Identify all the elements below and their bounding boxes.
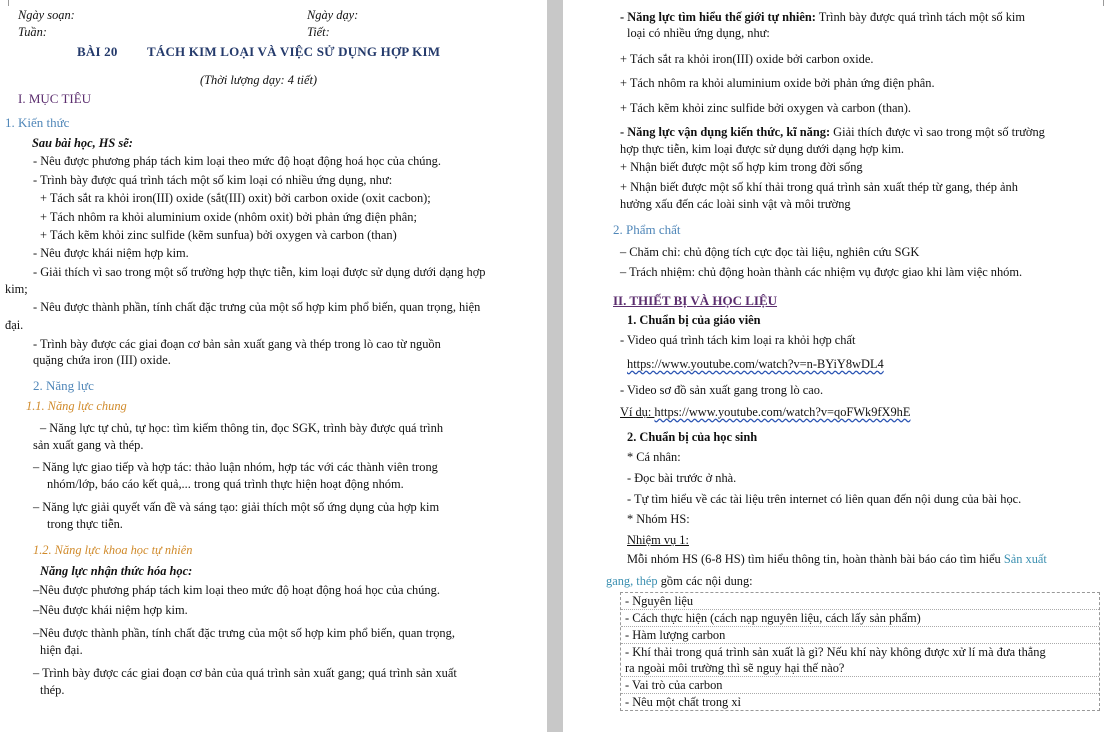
task-topic: gang, thép <box>606 574 658 588</box>
report-content-table <box>620 592 1100 711</box>
task-description <box>627 552 1047 567</box>
nhom-label: * Nhóm HS: <box>627 512 690 526</box>
sau-bai-hoc: Sau bài học, HS sẽ: <box>32 136 133 150</box>
task-description-cont <box>606 574 753 589</box>
quality-line: – Trách nhiệm: chủ động hoàn thành các nhiệm vụ được giao khi làm việc nhóm. <box>620 265 1023 279</box>
knowledge-line: –Nêu được phương pháp tách kim loại theo mức độ hoạt động hoá học của chúng. <box>33 583 440 597</box>
knowledge-line: –Nêu được thành phần, tính chất đặc trưng của một số hợp kim phổ biến, quan trọng, <box>33 626 455 640</box>
student-task: - Đọc bài trước ở nhà. <box>627 471 737 485</box>
nl-van-dung-text: Giải thích được vì sao trong một số trường <box>830 125 1045 139</box>
example-label: Ví dụ: <box>620 405 655 419</box>
objective-line: quặng chứa iron (III) oxide. <box>33 353 171 367</box>
recognize-line: hưởng xấu đến các loài sinh vật và môi trường <box>620 197 851 211</box>
nl-tim-hieu-cont: loại có nhiều ứng dụng, như: <box>627 26 770 40</box>
heading-cb-hs: 2. Chuẩn bị của học sinh <box>627 430 758 444</box>
nl-tim-hieu <box>620 10 1025 25</box>
nl-van-dung <box>620 125 1045 140</box>
knowledge-line: –Nêu được khái niệm hợp kim. <box>33 603 188 617</box>
task-text: gồm các nội dung: <box>657 574 753 588</box>
tiet-label: Tiết: <box>307 25 330 39</box>
heading-kien-thuc: 1. Kiến thức <box>5 115 70 130</box>
ngay-soan-label: Ngày soạn: <box>18 8 75 22</box>
heading-nl-nhan-thuc: Năng lực nhận thức hóa học: <box>40 564 193 578</box>
video-line: - Video quá trình tách kim loại ra khỏi hợp chất <box>620 333 856 347</box>
table-row: - Nêu một chất trong xỉ <box>625 695 741 709</box>
table-row: - Hàm lượng carbon <box>621 627 1099 644</box>
objective-line: - Nêu được phương pháp tách kim loại theo mức độ hoạt động hoá học của chúng. <box>33 154 441 168</box>
knowledge-line: hiện đại. <box>40 643 83 657</box>
recognize-line: + Nhận biết được một số khí thải trong quá trình sản xuất thép từ gang, thép ảnh <box>620 180 1018 194</box>
objective-line: + Tách sắt ra khỏi iron(III) oxide (sắt(III) oxit) bởi carbon oxide (oxit cacbon); <box>40 191 431 205</box>
task-text: Mỗi nhóm HS (6-8 HS) tìm hiểu thông tin, hoàn thành bài báo cáo tìm hiểu <box>627 552 1004 566</box>
objective-line: + Tách kẽm khỏi zinc sulfide (kẽm sunfua) bởi oxygen và carbon (than) <box>40 228 397 242</box>
objective-line: - Trình bày được các giai đoạn cơ bản sản xuất gang và thép trong lò cao từ nguồn <box>33 337 441 351</box>
ca-nhan-label: * Cá nhân: <box>627 450 681 464</box>
quality-line: – Chăm chỉ: chủ động tích cực đọc tài liệu, nghiên cứu SGK <box>620 245 920 259</box>
competency-line: – Năng lực tự chủ, tự học: tìm kiếm thông tin, đọc SGK, trình bày được quá trình <box>40 421 444 435</box>
heading-cb-gv: 1. Chuẩn bị của giáo viên <box>627 313 761 327</box>
section-muc-tieu: I. MỤC TIÊU <box>18 91 92 106</box>
nl-van-dung-cont: hợp thực tiễn, kim loại được sử dụng dưới dạng hợp kim. <box>620 142 904 156</box>
objective-line: - Nêu được khái niệm hợp kim. <box>33 246 189 260</box>
objective-line: - Giải thích vì sao trong một số trường hợp thực tiễn, kim loại được sử dụng dưới dạng hợp <box>33 265 486 279</box>
nl-tim-hieu-label: - Năng lực tìm hiểu thế giới tự nhiên: <box>620 10 816 24</box>
tuan-label: Tuần: <box>18 25 47 39</box>
heading-nang-luc: 2. Năng lực <box>33 378 94 393</box>
heading-nl-khtn: 1.2. Năng lực khoa học tự nhiên <box>33 543 193 557</box>
table-row: - Cách thực hiện (cách nạp nguyên liệu, cách lấy sản phẩm) <box>621 610 1099 627</box>
objective-line: - Nêu được thành phần, tính chất đặc trưng của một số hợp kim phổ biến, quan trọng, hiện <box>33 300 481 314</box>
knowledge-line: thép. <box>40 683 65 697</box>
separation-line: + Tách sắt ra khỏi iron(III) oxide bởi carbon oxide. <box>620 52 874 66</box>
knowledge-line: – Trình bày được các giai đoạn cơ bản của quá trình sản xuất gang; quá trình sản xuất <box>33 666 457 680</box>
nl-tim-hieu-text: Trình bày được quá trình tách một số kim <box>815 10 1025 24</box>
video-example <box>620 405 910 420</box>
competency-line: – Năng lực giao tiếp và hợp tác: thảo luận nhóm, hợp tác với các thành viên trong <box>33 460 438 474</box>
table-row: - Khí thải trong quá trình sản xuất là gì? Nếu khí này không được xử lí mà đưa thẳng <box>625 645 1046 659</box>
objective-line: - Trình bày được quá trình tách một số kim loại có nhiều ứng dụng, như: <box>33 173 393 187</box>
separation-line: + Tách kẽm khỏi zinc sulfide bởi oxygen và carbon (than). <box>620 101 911 115</box>
crop-mark <box>8 0 9 6</box>
objective-line: + Tách nhôm ra khỏi aluminium oxide (nhôm oxit) bởi phản ứng điện phân; <box>40 210 417 224</box>
heading-pham-chat: 2. Phẩm chất <box>613 222 681 237</box>
lesson-number: BÀI 20 <box>77 44 118 59</box>
table-row: ra ngoài môi trường thì sẽ nguy hại thế nào? <box>621 660 1099 677</box>
competency-line: nhóm/lớp, báo cáo kết quả,... trong quá trình thực hiện hoạt động nhóm. <box>47 477 404 491</box>
competency-line: sản xuất gang và thép. <box>33 438 144 452</box>
table-row: - Nguyên liệu <box>621 593 1099 610</box>
video-link[interactable] <box>627 357 884 372</box>
ngay-day-label: Ngày dạy: <box>307 8 359 22</box>
objective-line: đại. <box>5 318 24 332</box>
objective-line: kim; <box>5 282 28 296</box>
competency-line: trong thực tiễn. <box>47 517 123 531</box>
competency-line: – Năng lực giải quyết vấn đề và sáng tạo: giải thích một số ứng dụng của hợp kim <box>33 500 440 514</box>
document-page-left <box>0 0 547 732</box>
duration: (Thời lượng dạy: 4 tiết) <box>200 73 318 87</box>
video-line: - Video sơ đồ sản xuất gang trong lò cao. <box>620 383 824 397</box>
video-link-text[interactable]: https://www.youtube.com/watch?v=qoFWk9fX9hE <box>654 405 911 419</box>
video-link-text[interactable]: https://www.youtube.com/watch?v=n-BYiY8wDL4 <box>627 357 884 371</box>
recognize-line: + Nhận biết được một số hợp kim trong đời sống <box>620 160 863 174</box>
table-row: - Vai trò của carbon <box>621 677 1099 694</box>
page-gap <box>547 0 563 732</box>
student-task: - Tự tìm hiểu về các tài liệu trên internet có liên quan đến nội dung của bài học. <box>627 492 1022 506</box>
nhiem-vu-label: Nhiệm vụ 1: <box>627 533 689 547</box>
section-thiet-bi: II. THIẾT BỊ VÀ HỌC LIỆU <box>613 293 778 308</box>
heading-nl-chung: 1.1. Năng lực chung <box>26 399 127 413</box>
lesson-title: TÁCH KIM LOẠI VÀ VIỆC SỬ DỤNG HỢP KIM <box>147 44 441 59</box>
task-topic: Sản xuất <box>1003 552 1047 566</box>
nl-van-dung-label: - Năng lực vận dụng kiến thức, kĩ năng: <box>620 125 831 139</box>
crop-mark <box>1103 0 1104 6</box>
separation-line: + Tách nhôm ra khỏi aluminium oxide bởi phản ứng điện phân. <box>620 76 935 90</box>
